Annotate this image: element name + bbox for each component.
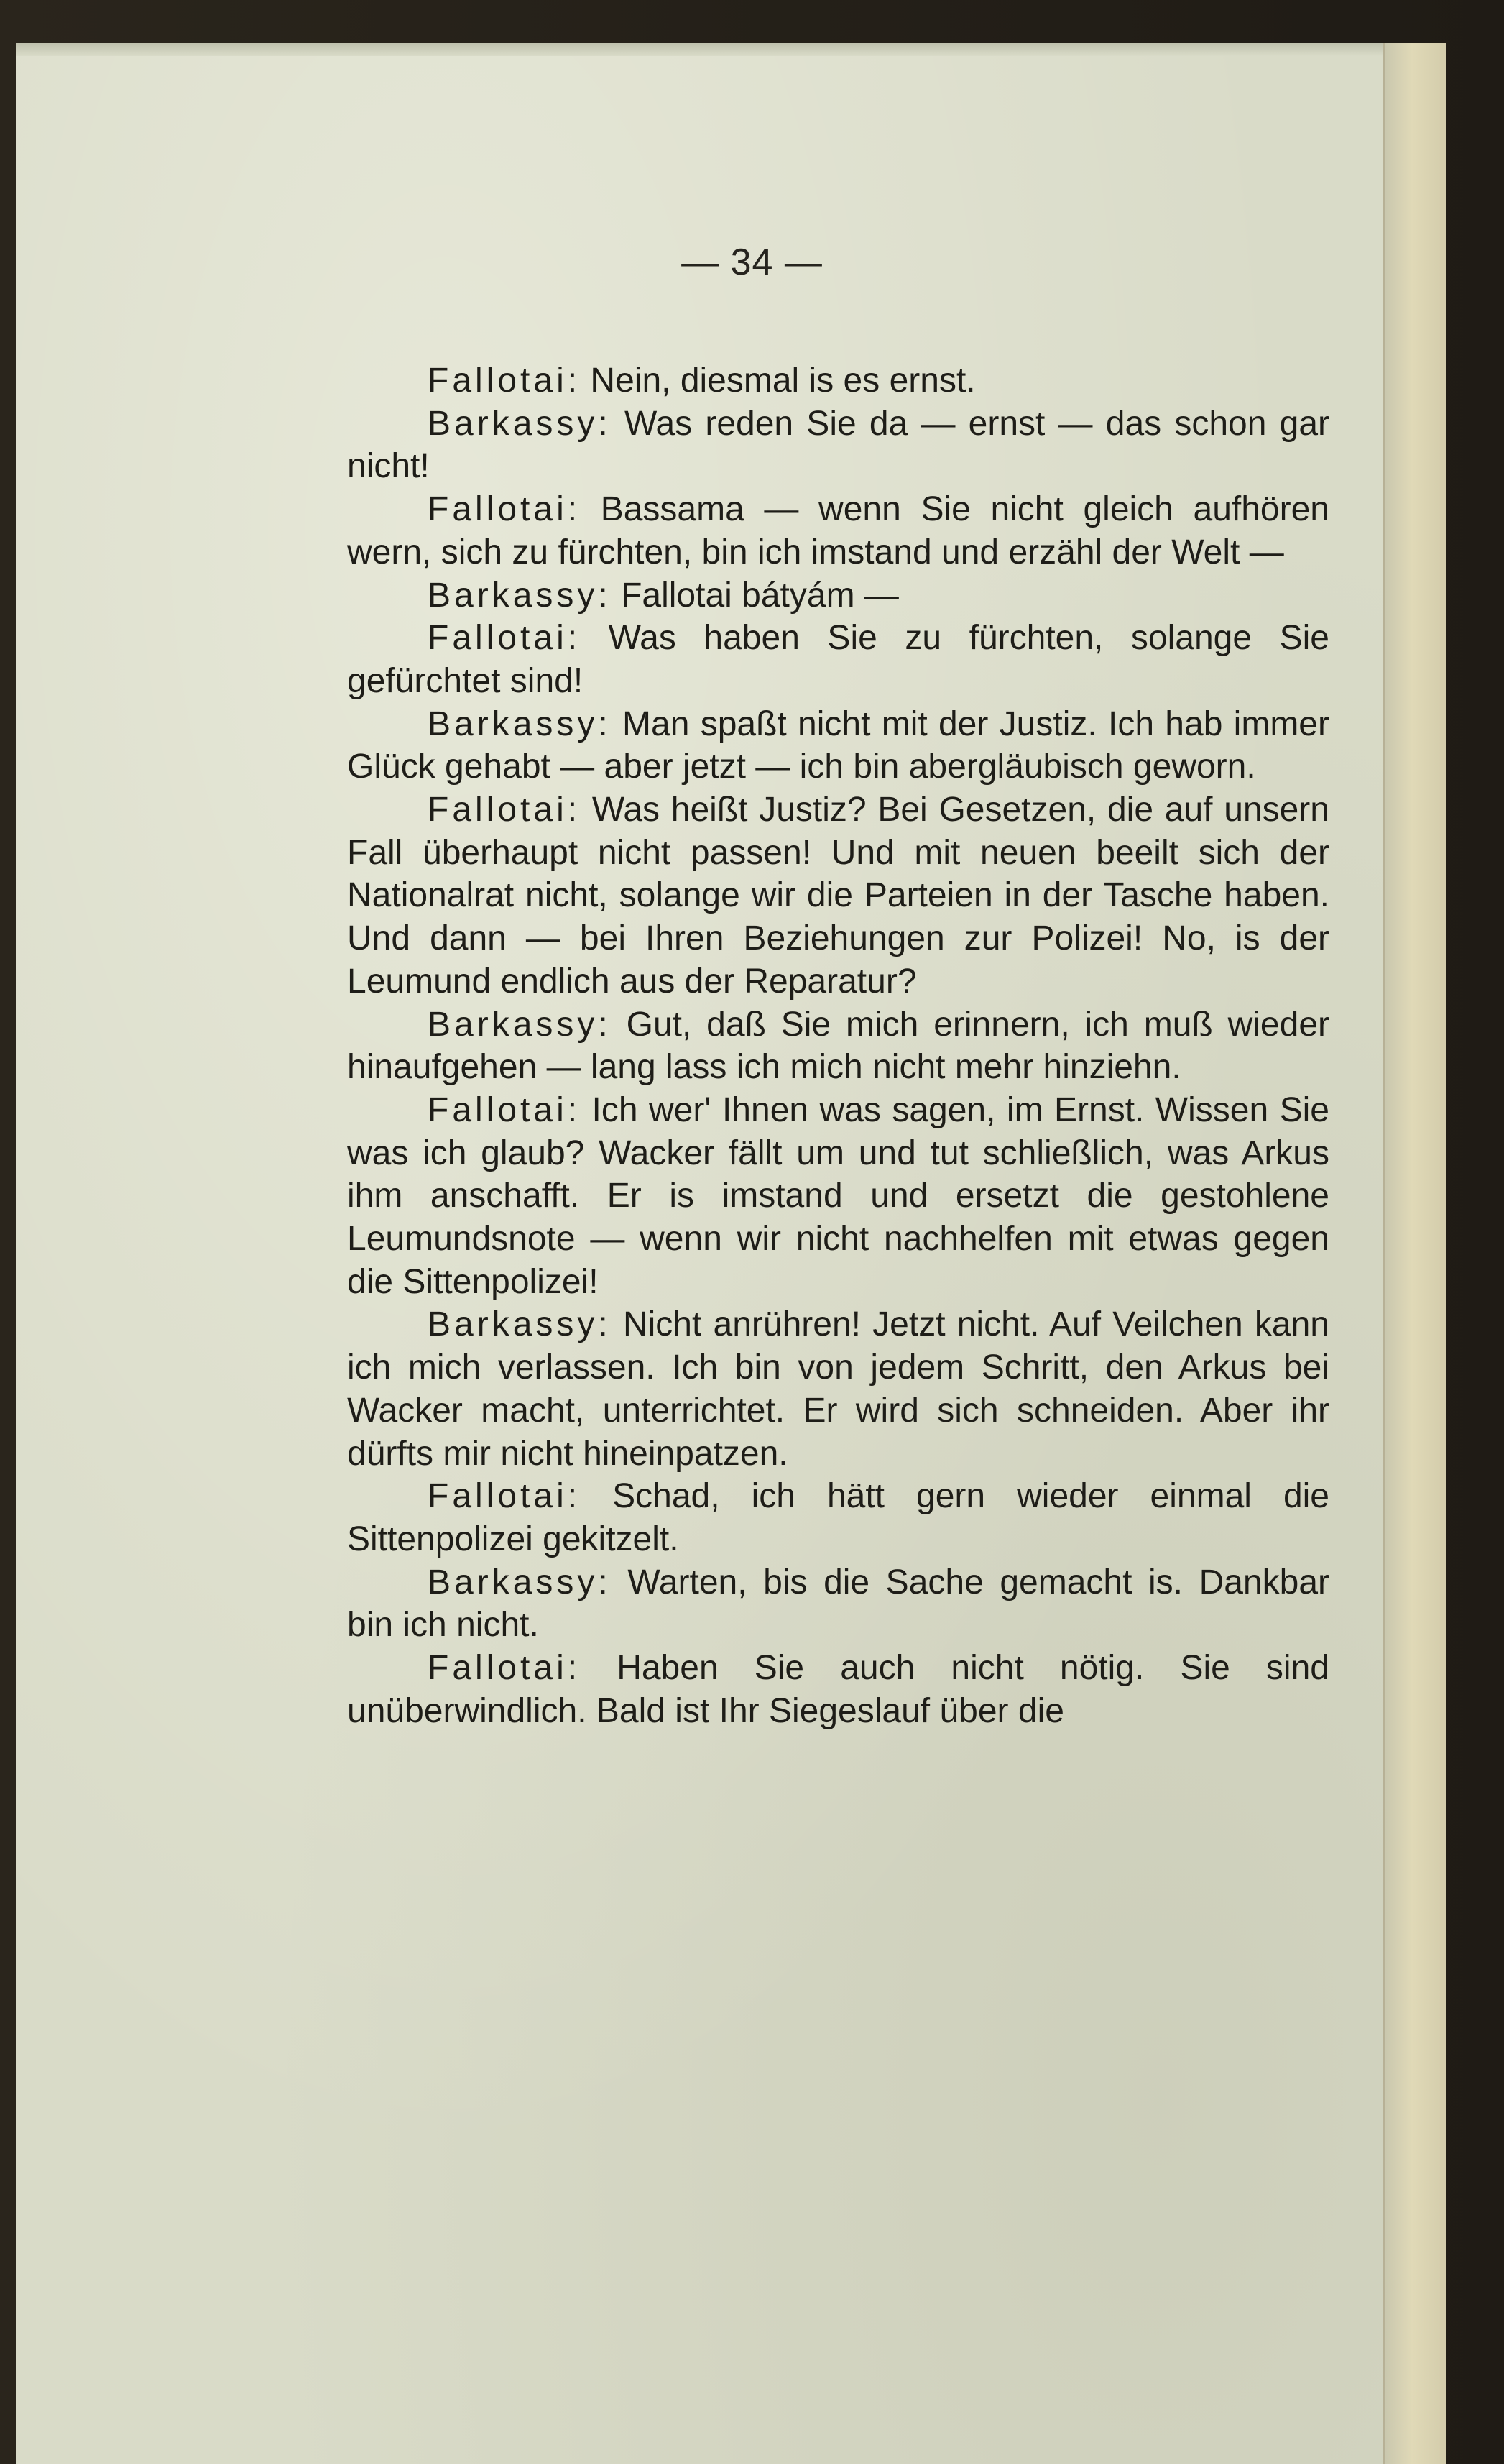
dialogue-line <box>347 617 1329 702</box>
dialogue-line <box>347 703 1329 789</box>
dialogue-line <box>347 1089 1329 1304</box>
speaker-name: Fallotai: <box>428 362 581 400</box>
dialogue-content: Bassama — wenn Sie nicht gleich aufhören wern, sich zu fürchten, bin ich imstand und erzähl der Welt — <box>347 490 1329 571</box>
dialogue-content: Man spaßt nicht mit der Justiz. Ich hab immer Glück gehabt — aber jetzt — ich bin abergläubisch geworn. <box>347 704 1329 786</box>
dialogue-content: Was haben Sie zu fürchten, solange Sie gefürchtet sind! <box>347 619 1329 700</box>
dialogue-line <box>347 789 1329 1003</box>
dialogue-content: Nicht anrühren! Jetzt nicht. Auf Veilchen kann ich mich verlassen. Ich bin von jedem Schritt, den Arkus bei Wacker macht, unterrichtet. Er wird sich schneiden. Aber ihr dürfts mir nicht hineinpatzen. <box>347 1305 1329 1473</box>
page-number-header: — 34 — <box>681 242 823 283</box>
speaker-name: Barkassy: <box>428 1563 612 1601</box>
speaker-name: Fallotai: <box>428 1649 581 1688</box>
speaker-name: Fallotai: <box>428 619 581 658</box>
dialogue-content: Gut, daß Sie mich erinnern, ich muß wieder hinaufgehen — lang lass ich mich nicht mehr hinziehn. <box>347 1005 1330 1087</box>
dialogue-line <box>347 574 1329 617</box>
speaker-name: Fallotai: <box>428 490 581 529</box>
speaker-name: Barkassy: <box>428 1305 612 1344</box>
dialogue-content: Warten, bis die Sache gemacht is. Dankbar bin ich nicht. <box>347 1563 1330 1645</box>
speaker-name: Fallotai: <box>428 791 581 829</box>
speaker-name: Fallotai: <box>428 1090 581 1129</box>
dialogue-line <box>347 359 1329 403</box>
dialogue-line <box>347 488 1329 574</box>
dialogue-content: Nein, diesmal is es ernst. <box>590 362 976 400</box>
speaker-name: Barkassy: <box>428 404 612 443</box>
dialogue-content: Ich wer' Ihnen was sagen, im Ernst. Wissen Sie was ich glaub? Wacker fällt um und tut schließlich, was Arkus ihm anschafft. Er is imstand und ersetzt die gestohlene Leumundsnote — wenn wir nicht nachhelfen mit etwas gegen die Sittenpolizei! <box>347 1090 1329 1301</box>
speaker-name: Barkassy: <box>428 704 612 743</box>
dialogue-content: Was heißt Justiz? Bei Gesetzen, die auf unsern Fall überhaupt nicht passen! Und mit neuen beeilt sich der Nationalrat nicht, solange wir die Parteien in der Tasche haben. Und dann — bei Ihren Beziehungen zur Polizei! No, is der Leumund endlich aus der Reparatur? <box>347 791 1329 1001</box>
dialogue-line <box>347 1475 1329 1560</box>
dialogue-line <box>347 1003 1329 1089</box>
speaker-name: Barkassy: <box>428 1005 612 1044</box>
dialogue-text <box>347 359 1329 1733</box>
dialogue-content: Schad, ich hätt gern wieder einmal die Sittenpolizei gekitzelt. <box>347 1477 1330 1558</box>
dialogue-content: Was reden Sie da — ernst — das schon gar nicht! <box>347 404 1329 486</box>
dialogue-line <box>347 403 1329 488</box>
book-gutter <box>1383 43 1446 2464</box>
dialogue-content: Fallotai bátyám — <box>621 576 899 615</box>
dialogue-line <box>347 1303 1329 1475</box>
speaker-name: Fallotai: <box>428 1477 581 1516</box>
dialogue-content: Haben Sie auch nicht nötig. Sie sind unüberwindlich. Bald ist Ihr Siegeslauf über die <box>347 1649 1329 1730</box>
dialogue-line <box>347 1647 1329 1732</box>
dialogue-line <box>347 1561 1329 1647</box>
page-top-edge <box>16 43 1446 56</box>
speaker-name: Barkassy: <box>428 576 612 615</box>
